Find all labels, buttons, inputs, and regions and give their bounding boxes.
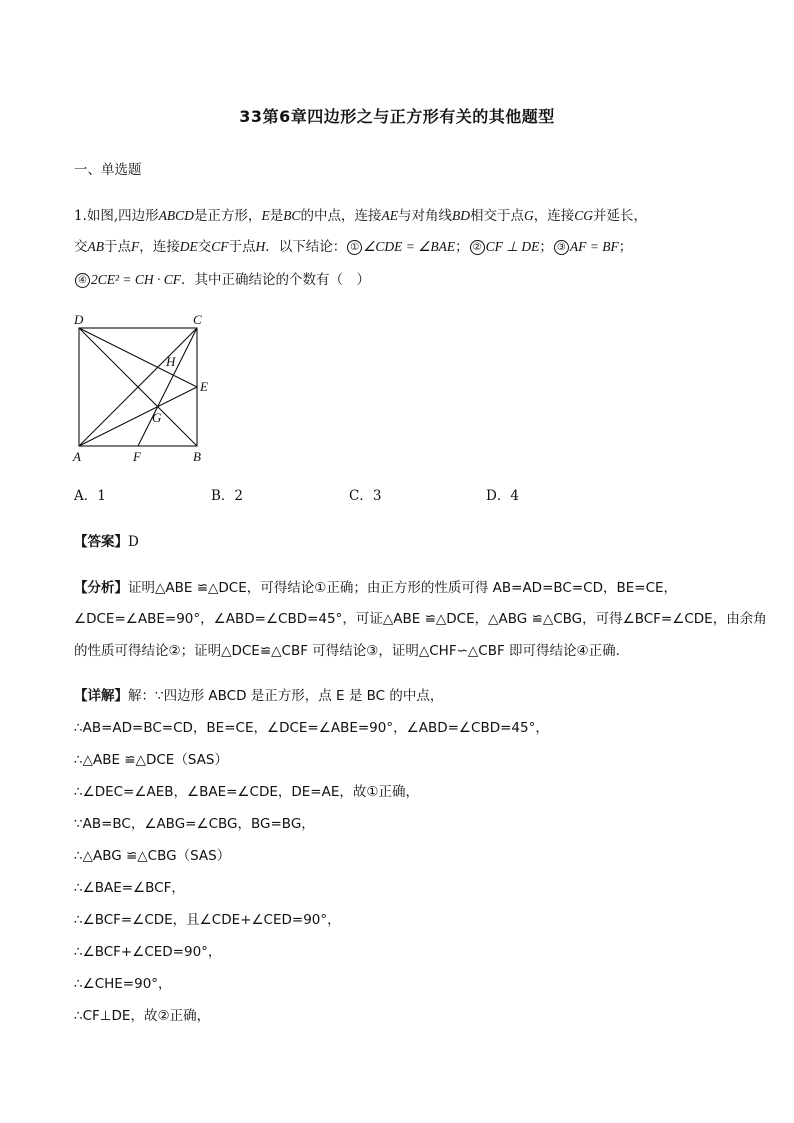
detail-line-4: ∴∠DEC=∠AEB，∠BAE=∠CDE，DE=AE，故①正确， [74,784,419,800]
question-line-2: 交AB于点F，连接DE交CF于点H．以下结论： ① ∠CDE = ∠BAE； ② CF ⊥ DE； ③ AF = BF； [74,239,633,255]
question-line-3: ④ 2CE² = CH · CF．其中正确结论的个数有（ ） [74,268,370,288]
analysis-line-2: ∠DCE=∠ABE=90°，∠ABD=∠CBD=45°，可证△ABE ≌△DCE，△ABG ≌△CBG，可得∠BCF=∠CDE，由余角 [74,611,767,627]
detail-line-2: ∴AB=AD=BC=CD，BE=CE，∠DCE=∠ABE=90°，∠ABD=∠CBD=45°， [74,720,549,736]
label-h: H [166,354,176,369]
marker-4: ④ [75,273,90,288]
detail-line-3: ∴△ABE ≌△DCE（SAS） [74,752,228,768]
option-c: C．3 [349,488,382,504]
label-e: E [200,379,208,394]
segment-cf [138,328,197,446]
detail-line-8: ∴∠BCF=∠CDE，且∠CDE+∠CED=90°， [74,912,341,928]
marker-2: ② [470,240,485,255]
section-heading: 一、单选题 [74,162,142,178]
marker-3: ③ [554,240,569,255]
detail-line-5: ∵AB=BC，∠ABG=∠CBG，BG=BG， [74,816,315,832]
option-a: A．1 [74,488,106,504]
detail-line-9: ∴∠BCF+∠CED=90°， [74,944,222,960]
answer-line [74,530,139,550]
label-b: B [193,449,201,464]
detail-line-11: ∴CF⊥DE，故②正确， [74,1008,211,1024]
option-b: B．2 [211,488,244,504]
question-line-1: 1.如图,四边形ABCD是正方形，E是BC的中点，连接AE与对角线BD相交于点G，连接CG并延长， [74,208,647,224]
label-d: D [74,312,84,327]
page-title: 33第6章四边形之与正方形有关的其他题型 [239,107,555,126]
option-d: D．4 [486,488,519,504]
answer-label: 【答案】 [74,534,128,550]
analysis-line-1: 【分析】证明△ABE ≌△DCE，可得结论①正确；由正方形的性质可得 AB=AD=BC=CD，BE=CE， [74,580,678,596]
analysis-label: 【分析】 [74,580,128,596]
analysis-line-3: 的性质可得结论②；证明△DCE≌△CBF 可得结论③，证明△CHF∽△CBF 即可得结论④正确． [74,643,630,659]
detail-line-10: ∴∠CHE=90°， [74,976,172,992]
detail-label: 【详解】 [74,688,128,704]
question-number: 1. [74,208,87,224]
detail-line-1: 【详解】解：∵四边形 ABCD 是正方形，点 E 是 BC 的中点， [74,688,444,704]
label-c: C [193,312,202,327]
answer-value: D [128,534,139,550]
segment-ae [79,387,197,446]
detail-line-7: ∴∠BAE=∠BCF， [74,880,185,896]
detail-line-6: ∴△ABG ≌△CBG（SAS） [74,848,231,864]
label-a: A [73,449,81,464]
label-g: G [152,410,162,425]
geometry-figure [66,310,226,470]
label-f: F [133,449,141,464]
marker-1: ① [347,240,362,255]
segment-de [79,328,197,387]
